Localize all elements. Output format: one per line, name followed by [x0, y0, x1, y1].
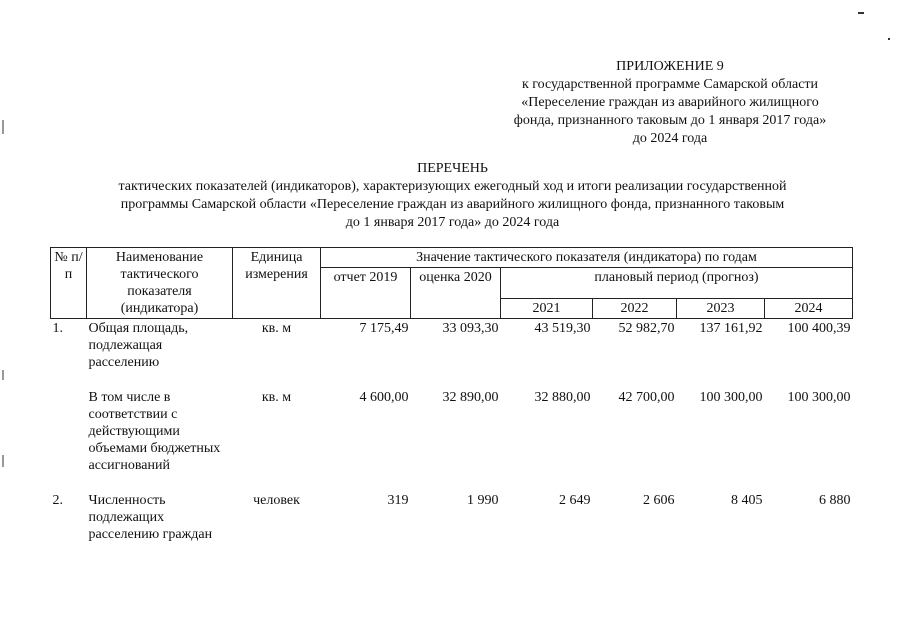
row-number: 1. [52, 321, 63, 336]
scan-mark [2, 455, 4, 467]
value-cell: 319 [387, 493, 409, 508]
indicator-name: Численность подлежащих расселению граждан [88, 493, 213, 542]
row-spacer [51, 475, 853, 491]
appendix-line: «Переселение граждан из аварийного жилищного [521, 95, 819, 110]
scan-mark [2, 120, 4, 134]
header-year: 2024 [765, 299, 853, 319]
heading-line: до 1 января 2017 года» до 2024 года [345, 215, 560, 230]
appendix-title: ПРИЛОЖЕНИЕ 9 [616, 59, 724, 74]
header-year: 2022 [593, 299, 677, 319]
value-cell: 52 982,70 [618, 321, 675, 336]
header-plan-group: плановый период (прогноз) [501, 268, 853, 299]
header-year: 2021 [501, 299, 593, 319]
table-row [51, 491, 853, 544]
header-values-group: Значение тактического показателя (индикатора) по годам [321, 248, 853, 268]
indicator-name: Общая площадь, подлежащая расселению [88, 321, 189, 370]
unit-cell: кв. м [261, 321, 292, 336]
heading-title: ПЕРЕЧЕНЬ [417, 161, 488, 176]
indicators-table [50, 247, 853, 544]
value-cell: 1 990 [467, 493, 499, 508]
value-cell: 33 093,30 [442, 321, 499, 336]
value-cell: 100 300,00 [699, 390, 763, 405]
value-cell: 2 606 [643, 493, 675, 508]
row-number [51, 388, 87, 475]
scan-mark [858, 12, 864, 14]
value-cell: 6 880 [819, 493, 851, 508]
value-cell: 100 400,39 [787, 321, 851, 336]
heading-line: тактических показателей (индикаторов), характеризующих ежегодный ход и итоги реализации государственной [118, 179, 787, 194]
indicator-name: В том числе в соответствии с действующими объемами бюджетных ассигнований [88, 390, 221, 473]
value-cell: 137 161,92 [699, 321, 763, 336]
value-cell: 32 890,00 [442, 390, 499, 405]
unit-cell: человек [253, 493, 300, 508]
header-report: отчет 2019 [321, 268, 411, 319]
row-number: 2. [52, 493, 63, 508]
unit-cell: кв. м [261, 390, 292, 405]
scan-mark [2, 370, 4, 380]
header-estimate: оценка 2020 [411, 268, 501, 319]
value-cell: 100 300,00 [787, 390, 851, 405]
heading-line: программы Самарской области «Переселение граждан из аварийного жилищного фонда, признанного таковым [120, 197, 785, 212]
value-cell: 4 600,00 [359, 390, 409, 405]
appendix-header [470, 58, 870, 148]
appendix-line: фонда, признанного таковым до 1 января 2017 года» [513, 113, 827, 128]
table-row [51, 319, 853, 373]
scan-mark [888, 38, 890, 40]
table-row [51, 388, 853, 475]
header-name: Наименование тактического показателя (индикатора) [87, 248, 233, 319]
value-cell: 43 519,30 [534, 321, 591, 336]
header-unit: Единица измерения [233, 248, 321, 319]
value-cell: 8 405 [731, 493, 763, 508]
appendix-line: до 2024 года [632, 131, 708, 146]
value-cell: 42 700,00 [618, 390, 675, 405]
document-heading [40, 160, 865, 232]
value-cell: 7 175,49 [359, 321, 409, 336]
appendix-line: к государственной программе Самарской области [521, 77, 819, 92]
value-cell: 32 880,00 [534, 390, 591, 405]
header-year: 2023 [677, 299, 765, 319]
value-cell: 2 649 [559, 493, 591, 508]
row-spacer [51, 372, 853, 388]
header-num: № п/п [51, 248, 87, 319]
